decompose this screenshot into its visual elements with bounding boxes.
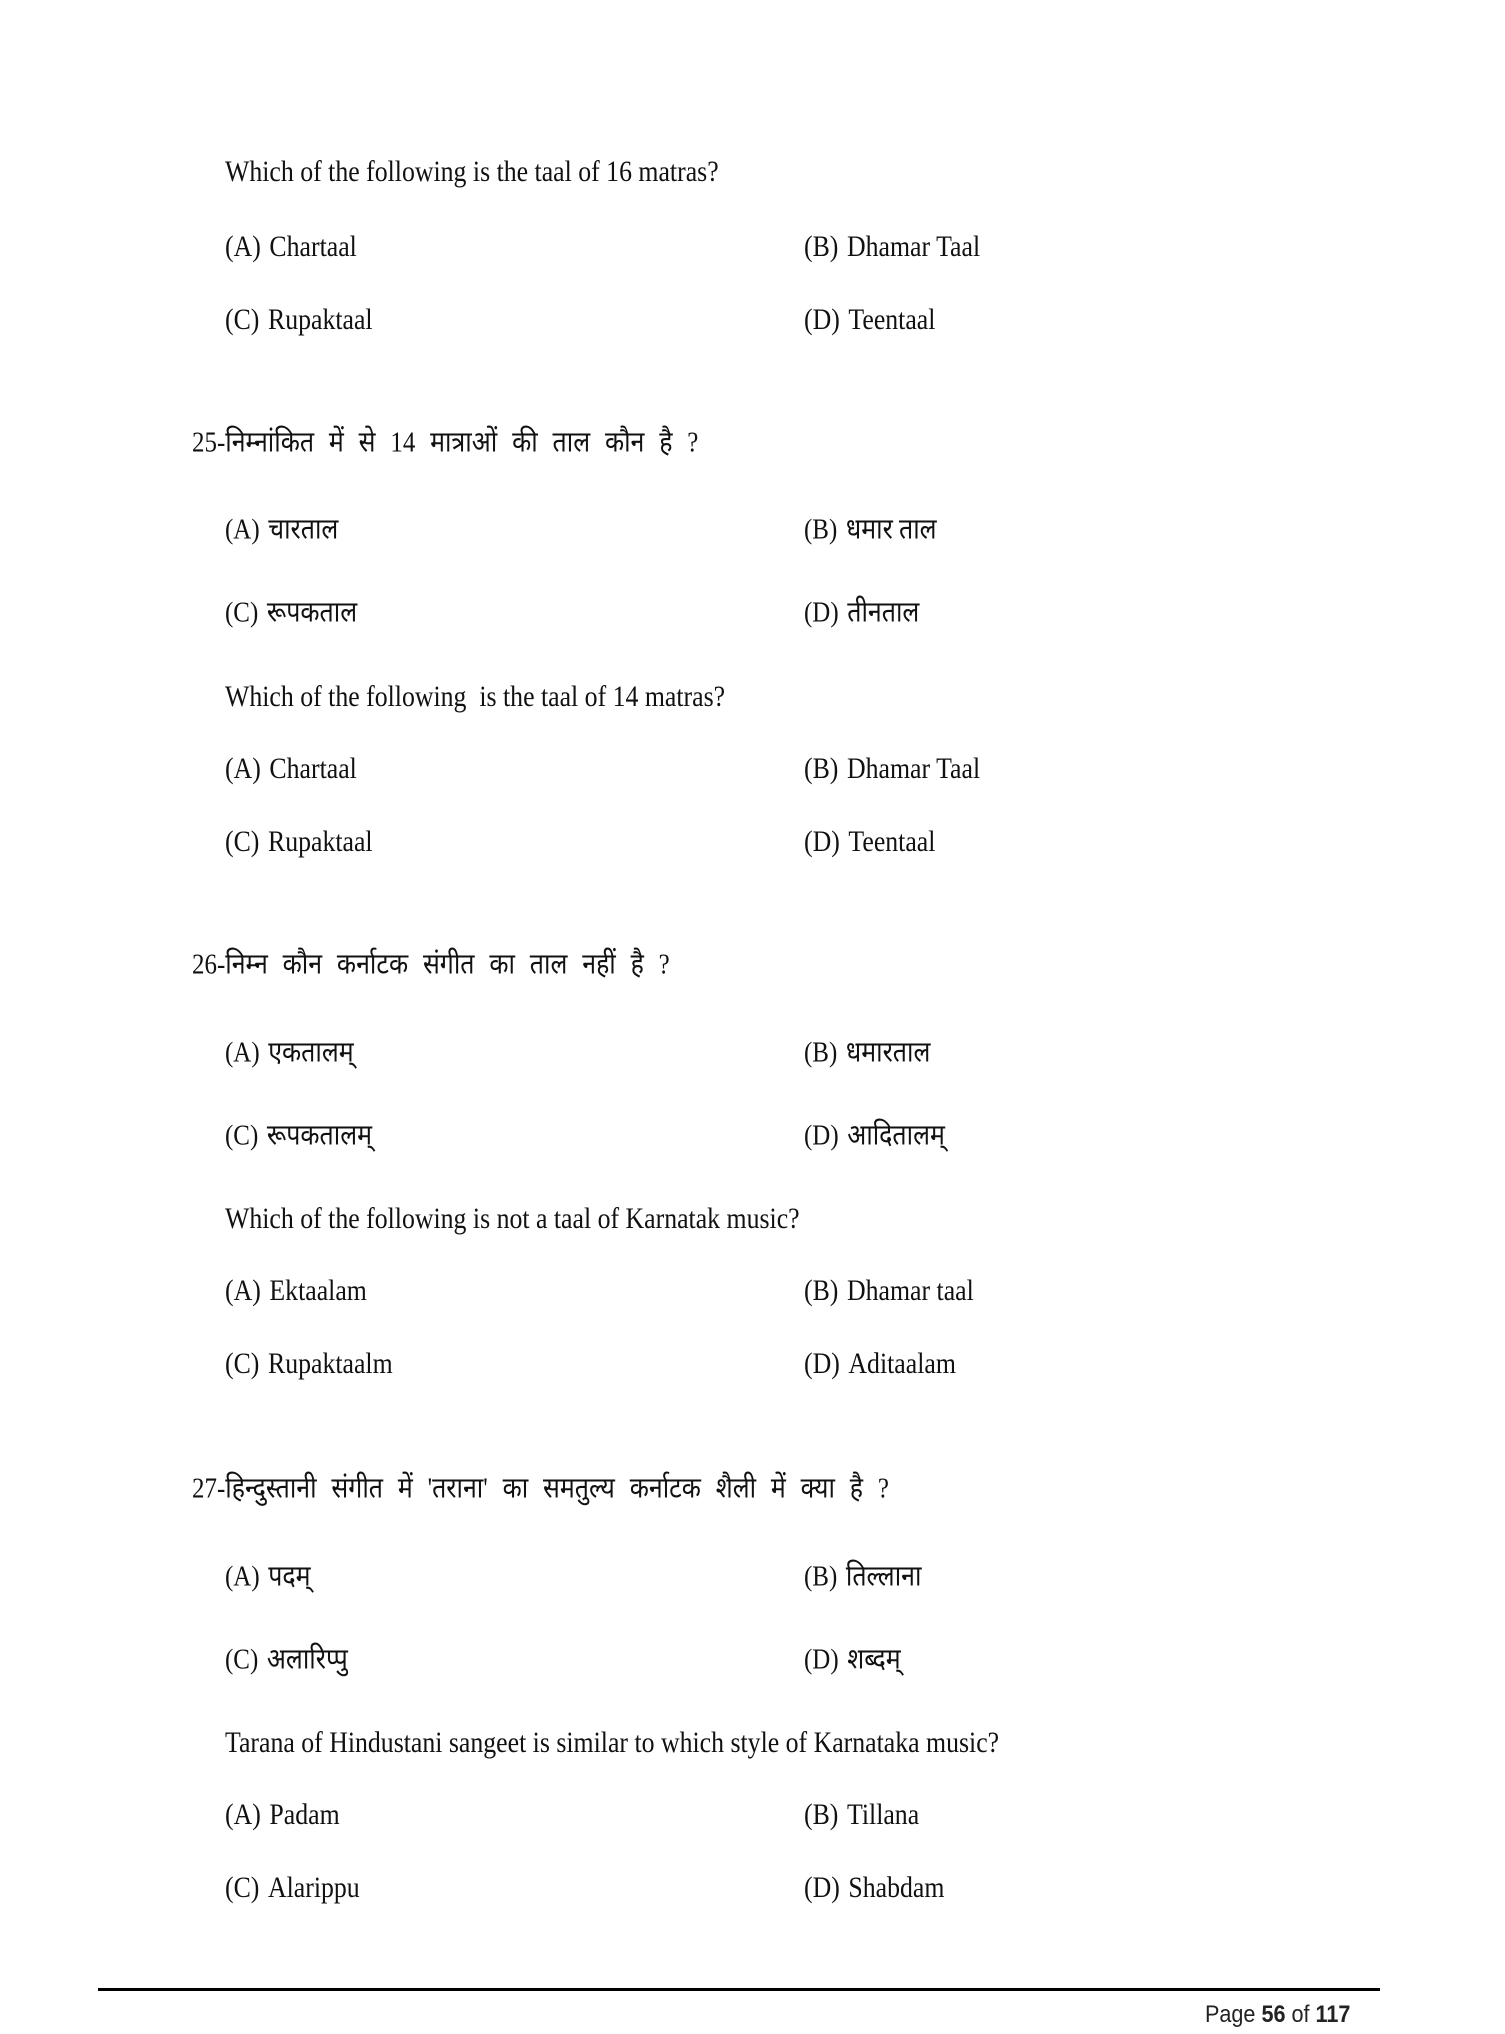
option-c — [225, 827, 373, 857]
option-text: Rupaktaal — [268, 825, 373, 858]
page-of-label: of — [1291, 2001, 1310, 2028]
option-key: (C) — [225, 303, 260, 336]
option-d — [804, 1643, 901, 1676]
option-key: (B) — [804, 1798, 839, 1831]
option-a — [225, 754, 357, 784]
option-key: (D) — [804, 1347, 840, 1380]
option-text: Aditaalam — [848, 1347, 956, 1380]
option-d — [804, 596, 920, 629]
total-pages: 117 — [1315, 2001, 1351, 2028]
option-c — [225, 1643, 348, 1676]
option-c — [225, 1873, 360, 1903]
option-text: Teentaal — [848, 825, 936, 858]
option-key: (D) — [804, 825, 840, 858]
option-text: रूपकतालम् — [266, 1119, 373, 1152]
option-key: (A) — [225, 230, 261, 263]
option-key: (A) — [225, 752, 261, 785]
option-key: (C) — [225, 825, 260, 858]
option-text: Rupaktaalm — [268, 1347, 393, 1380]
option-text: Dhamar Taal — [847, 230, 981, 263]
option-b — [804, 1560, 922, 1593]
option-key: (A) — [225, 1036, 260, 1069]
option-a — [225, 513, 339, 546]
option-key: (C) — [225, 1871, 260, 1904]
option-text: धमार ताल — [845, 513, 937, 546]
option-d — [804, 1873, 944, 1903]
option-key: (D) — [804, 1643, 839, 1676]
option-text: Teentaal — [848, 303, 936, 336]
option-c — [225, 305, 373, 335]
question-text: Which of the following is the taal of 16 matras? — [225, 155, 719, 188]
option-key: (C) — [225, 1119, 259, 1152]
option-b — [804, 1036, 931, 1069]
current-page: 56 — [1261, 2001, 1286, 2028]
option-text: Dhamar Taal — [847, 752, 981, 785]
option-key: (D) — [804, 1871, 840, 1904]
option-key: (B) — [804, 230, 839, 263]
option-text: Rupaktaal — [268, 303, 373, 336]
question-text: Tarana of Hindustani sangeet is similar to which style of Karnataka music? — [225, 1726, 1000, 1759]
question-text: Which of the following is the taal of 14 matras? — [225, 680, 726, 713]
option-text: एकतालम् — [268, 1036, 354, 1069]
question-text: Which of the following is not a taal of Karnatak music? — [225, 1202, 800, 1235]
option-key: (A) — [225, 1560, 260, 1593]
question-heading — [192, 426, 699, 459]
option-key: (D) — [804, 1119, 839, 1152]
option-b — [804, 232, 980, 262]
option-text: Chartaal — [269, 230, 357, 263]
option-d — [804, 1349, 956, 1379]
option-b — [804, 754, 980, 784]
option-c — [225, 596, 358, 629]
option-text: पदम् — [268, 1560, 311, 1593]
option-key: (B) — [804, 1036, 838, 1069]
option-text: Tillana — [847, 1798, 920, 1831]
question-text: हिन्दुस्तानी संगीत में 'तराना' का समतुल्य कर्नाटक शैली में क्या है ? — [225, 1472, 889, 1505]
option-a — [225, 1276, 367, 1306]
question-heading — [192, 948, 670, 981]
page-number — [1205, 2001, 1350, 2029]
option-key: (B) — [804, 752, 839, 785]
option-text: तिल्लाना — [845, 1560, 922, 1593]
footer-divider — [98, 1988, 1380, 1991]
question-number: 26- — [192, 948, 226, 981]
option-text: आदितालम् — [847, 1119, 945, 1152]
question-number: 27- — [192, 1472, 226, 1505]
option-a — [225, 1036, 354, 1069]
page-label: Page — [1205, 2001, 1256, 2028]
option-text: Shabdam — [848, 1871, 945, 1904]
option-a — [225, 1800, 340, 1830]
option-text: शब्दम् — [847, 1643, 901, 1676]
option-key: (A) — [225, 513, 260, 546]
option-text: Alarippu — [268, 1871, 360, 1904]
option-text: Dhamar taal — [847, 1274, 974, 1307]
question-number: 25- — [192, 426, 226, 459]
option-text: Ektaalam — [269, 1274, 367, 1307]
option-key: (A) — [225, 1798, 261, 1831]
option-key: (D) — [804, 303, 840, 336]
option-key: (B) — [804, 513, 838, 546]
question-heading — [192, 1472, 889, 1505]
option-a — [225, 232, 357, 262]
option-d — [804, 305, 935, 335]
option-b — [804, 1800, 919, 1830]
option-text: रूपकताल — [266, 596, 358, 629]
option-key: (C) — [225, 1347, 260, 1380]
option-key: (D) — [804, 596, 839, 629]
option-text: Padam — [269, 1798, 340, 1831]
option-c — [225, 1349, 393, 1379]
option-text: अलारिप्पु — [266, 1643, 348, 1676]
question-text: निम्नांकित में से 14 मात्राओं की ताल कौन है ? — [225, 426, 699, 459]
option-key: (A) — [225, 1274, 261, 1307]
option-text: धमारताल — [845, 1036, 931, 1069]
option-d — [804, 827, 935, 857]
option-text: Chartaal — [269, 752, 357, 785]
option-text: चारताल — [268, 513, 339, 546]
option-d — [804, 1119, 945, 1152]
option-b — [804, 513, 937, 546]
option-text: तीनताल — [847, 596, 920, 629]
option-key: (C) — [225, 596, 259, 629]
option-key: (B) — [804, 1560, 838, 1593]
option-c — [225, 1119, 373, 1152]
option-b — [804, 1276, 974, 1306]
option-key: (C) — [225, 1643, 259, 1676]
question-text: निम्न कौन कर्नाटक संगीत का ताल नहीं है ? — [225, 948, 670, 981]
option-key: (B) — [804, 1274, 839, 1307]
option-a — [225, 1560, 311, 1593]
